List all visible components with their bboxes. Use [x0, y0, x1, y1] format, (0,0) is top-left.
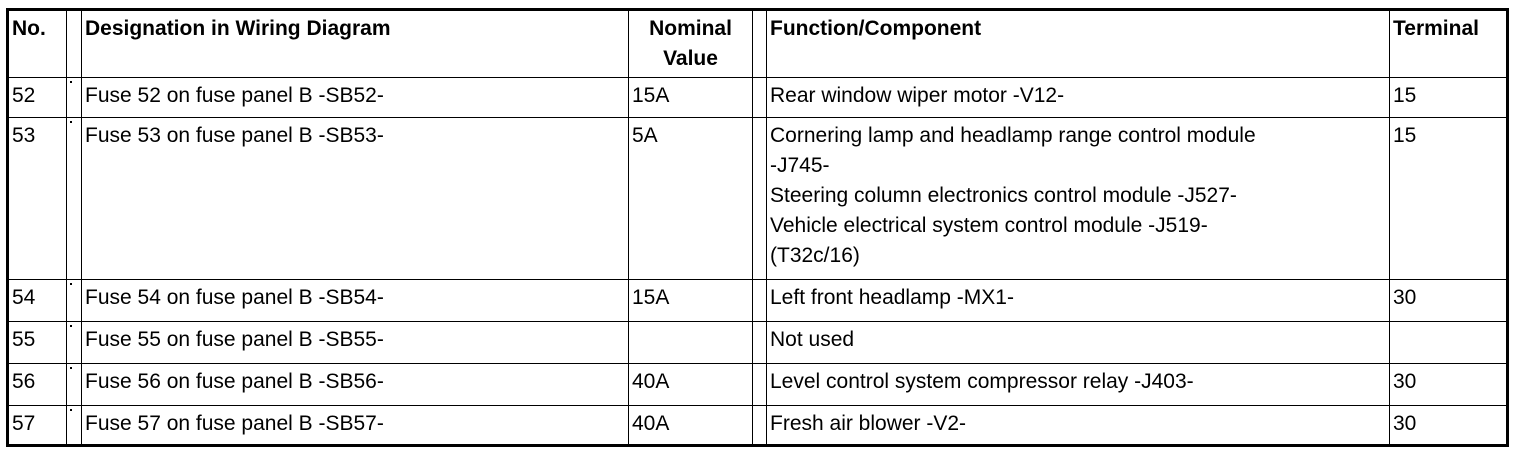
function-line: Level control system compressor relay -J403-	[770, 370, 1194, 393]
separator-dot	[70, 283, 72, 285]
header-no-label: No.	[12, 17, 46, 40]
cell-no	[8, 280, 67, 322]
function-line: Fresh air blower -V2-	[770, 412, 967, 435]
table-row	[8, 78, 1508, 118]
column-separator	[753, 10, 767, 78]
cell-nominal	[629, 406, 753, 446]
fuse-terminal: 15	[1393, 124, 1417, 147]
separator-dot	[70, 81, 72, 83]
column-header-terminal	[1390, 10, 1508, 78]
header-function-label: Function/Component	[770, 17, 982, 40]
function-line: Rear window wiper motor -V12-	[770, 84, 1065, 107]
column-separator	[67, 406, 82, 446]
cell-nominal	[629, 280, 753, 322]
fuse-table-sheet	[6, 8, 1506, 454]
function-line: Cornering lamp and headlamp range control module	[770, 124, 1256, 147]
separator-dot	[70, 325, 72, 327]
cell-function	[767, 78, 1390, 118]
separator-dot	[70, 409, 72, 411]
fuse-number: 57	[12, 412, 36, 435]
header-nominal-line1: Nominal	[649, 17, 732, 40]
cell-designation	[82, 322, 629, 364]
column-separator	[67, 78, 82, 118]
fuse-designation: Fuse 52 on fuse panel B -SB52-	[85, 84, 384, 107]
column-separator	[753, 364, 767, 406]
cell-no	[8, 322, 67, 364]
fuse-number: 55	[12, 328, 36, 351]
fuse-designation: Fuse 56 on fuse panel B -SB56-	[85, 370, 384, 393]
header-nominal-label	[629, 11, 752, 76]
function-line: Steering column electronics control module -J527-	[770, 184, 1237, 207]
fuse-function	[767, 322, 1389, 357]
fuse-designation: Fuse 53 on fuse panel B -SB53-	[85, 124, 384, 147]
column-header-no	[8, 10, 67, 78]
table-row	[8, 322, 1508, 364]
cell-function	[767, 406, 1390, 446]
header-terminal-label: Terminal	[1393, 17, 1479, 40]
fuse-nominal-value: 40A	[632, 412, 670, 435]
fuse-function	[767, 364, 1389, 399]
column-header-nominal	[629, 10, 753, 78]
table-row	[8, 280, 1508, 322]
separator-dot	[70, 367, 72, 369]
column-separator	[67, 322, 82, 364]
header-nominal-line2: Value	[663, 47, 718, 70]
cell-no	[8, 118, 67, 280]
cell-nominal	[629, 322, 753, 364]
fuse-function	[767, 78, 1389, 113]
fuse-number: 52	[12, 84, 36, 107]
column-separator	[753, 322, 767, 364]
separator-dot	[70, 121, 72, 123]
cell-designation	[82, 364, 629, 406]
column-header-function	[767, 10, 1390, 78]
cell-no	[8, 78, 67, 118]
fuse-nominal-value: 15A	[632, 286, 670, 309]
column-header-designation	[82, 10, 629, 78]
table-header-row	[8, 10, 1508, 78]
fuse-terminal	[1390, 322, 1506, 327]
function-line: -J745-	[770, 154, 830, 177]
cell-designation	[82, 280, 629, 322]
fuse-table	[6, 8, 1509, 447]
cell-nominal	[629, 118, 753, 280]
cell-designation	[82, 118, 629, 280]
fuse-number: 54	[12, 286, 36, 309]
cell-terminal	[1390, 78, 1508, 118]
cell-function	[767, 118, 1390, 280]
table-row	[8, 406, 1508, 446]
column-separator	[67, 364, 82, 406]
column-separator	[753, 406, 767, 446]
cell-designation	[82, 406, 629, 446]
fuse-number: 56	[12, 370, 36, 393]
function-line: Vehicle electrical system control module -J519-	[770, 214, 1208, 237]
table-row	[8, 364, 1508, 406]
fuse-terminal: 30	[1393, 412, 1417, 435]
column-separator	[753, 78, 767, 118]
fuse-nominal-value: 40A	[632, 370, 670, 393]
function-line: (T32c/16)	[770, 244, 860, 267]
column-separator	[753, 280, 767, 322]
fuse-function	[767, 406, 1389, 441]
fuse-designation: Fuse 55 on fuse panel B -SB55-	[85, 328, 384, 351]
function-line: Left front headlamp -MX1-	[770, 286, 1014, 309]
cell-no	[8, 406, 67, 446]
fuse-terminal: 30	[1393, 286, 1417, 309]
cell-function	[767, 322, 1390, 364]
cell-nominal	[629, 78, 753, 118]
function-line: Not used	[770, 328, 855, 351]
fuse-terminal: 30	[1393, 370, 1417, 393]
cell-terminal	[1390, 280, 1508, 322]
column-separator	[67, 280, 82, 322]
cell-designation	[82, 78, 629, 118]
cell-terminal	[1390, 364, 1508, 406]
cell-function	[767, 364, 1390, 406]
fuse-function	[767, 118, 1389, 273]
cell-nominal	[629, 364, 753, 406]
fuse-function	[767, 280, 1389, 315]
fuse-nominal-value	[629, 322, 752, 327]
cell-terminal	[1390, 406, 1508, 446]
fuse-nominal-value: 15A	[632, 84, 670, 107]
fuse-terminal: 15	[1393, 84, 1417, 107]
cell-no	[8, 364, 67, 406]
cell-terminal	[1390, 322, 1508, 364]
cell-function	[767, 280, 1390, 322]
fuse-number: 53	[12, 124, 36, 147]
fuse-designation: Fuse 54 on fuse panel B -SB54-	[85, 286, 384, 309]
column-separator	[67, 10, 82, 78]
column-separator	[67, 118, 82, 280]
header-designation-label: Designation in Wiring Diagram	[85, 17, 391, 40]
table-row	[8, 118, 1508, 280]
cell-terminal	[1390, 118, 1508, 280]
fuse-designation: Fuse 57 on fuse panel B -SB57-	[85, 412, 384, 435]
column-separator	[753, 118, 767, 280]
fuse-nominal-value: 5A	[632, 124, 658, 147]
